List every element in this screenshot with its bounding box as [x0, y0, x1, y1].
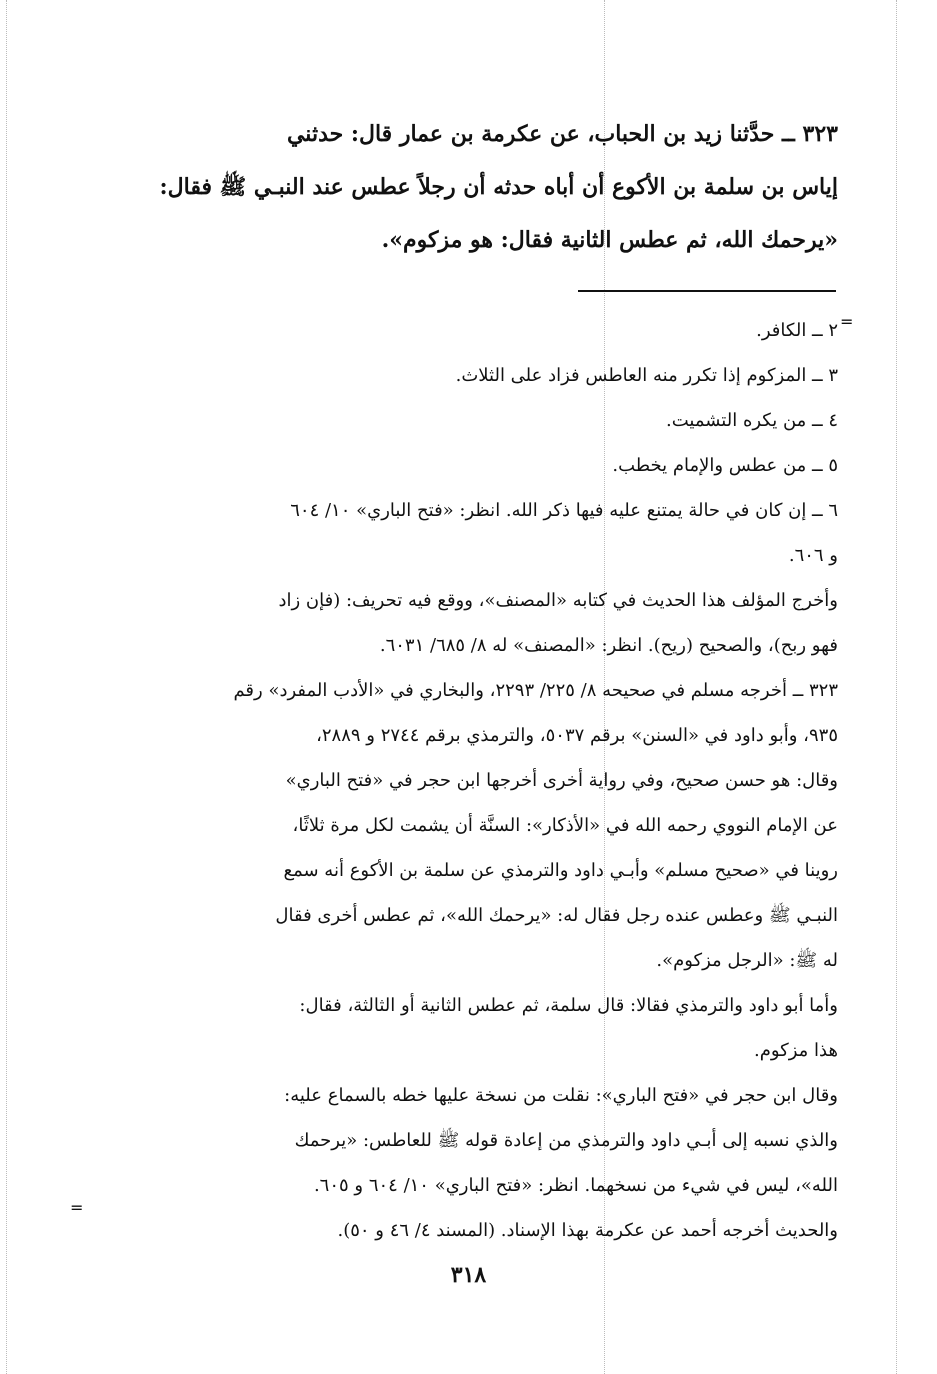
footnote-line: النبـي ﷺ وعطس عنده رجل فقال له: «يرحمك الله»، ثم عطس أخرى فقال [275, 905, 838, 926]
footnote-line: والذي نسبه إلى أبـي داود والترمذي من إعادة قوله ﷺ للعاطس: «يرحمك [294, 1130, 838, 1151]
footnote-line: ٣ ــ المزكوم إذا تكرر منه العاطس فزاد على الثلاث. [455, 365, 838, 386]
footnote-line: و ٦٠٦. [788, 545, 838, 566]
footnote-line: له ﷺ: «الرجل مزكوم». [656, 950, 838, 971]
footnote-separator [578, 290, 836, 292]
footnote-line: عن الإمام النووي رحمه الله في «الأذكار»: السنَّة أن يشمت لكل مرة ثلاثًا، [292, 815, 838, 836]
footnotes [82, 308, 838, 1253]
footnote-line: ٥ ــ من عطس والإمام يخطب. [612, 455, 838, 476]
footnote-line: ٤ ــ من يكره التشميت. [666, 410, 838, 431]
footnote-line: وأما أبو داود والترمذي فقالا: قال سلمة، ثم عطس الثانية أو الثالثة، فقال: [299, 995, 838, 1016]
main-text-line: ٣٢٣ ــ حدَّثنا زيد بن الحباب، عن عكرمة بن عمار قال: حدثني [286, 121, 838, 147]
main-text-line: «يرحمك الله، ثم عطس الثانية فقال: هو مزكوم». [381, 227, 838, 253]
page-number: ٣١٨ [450, 1262, 487, 1288]
footnote-line: روينا في «صحيح مسلم» وأبـي داود والترمذي عن سلمة بن الأكوع أنه سمع [283, 860, 838, 881]
continuation-marker: = [840, 312, 854, 331]
footnote-line: الله»، ليس في شيء من نسخهما. انظر: «فتح الباري» ١٠/ ٦٠٤ و ٦٠٥. [313, 1175, 838, 1196]
footnote-line: ٢ ــ الكافر. [756, 320, 838, 341]
footnote-line: والحديث أخرجه أحمد عن عكرمة بهذا الإسناد. (المسند ٤/ ٤٦ و ٥٠). [337, 1220, 838, 1241]
footnote-line: ٩٣٥، وأبو داود في «السنن» برقم ٥٠٣٧، والترمذي برقم ٢٧٤٤ و ٢٨٨٩، [316, 725, 838, 746]
footnote-line: وقال ابن حجر في «فتح الباري»: نقلت من نسخة عليها خطه بالسماع عليه: [284, 1085, 838, 1106]
footnote-line: ٣٢٣ ــ أخرجه مسلم في صحيحه ٨/ ٢٢٥/ ٢٢٩٣، والبخاري في «الأدب المفرد» رقم [233, 680, 838, 701]
scan-guide-line [896, 0, 897, 1374]
footnote-line: وقال: هو حسن صحيح، وفي رواية أخرى أخرجها ابن حجر في «فتح الباري» [285, 770, 838, 791]
hadith-main-text [82, 108, 838, 267]
footnote-line: فهو ربح)، والصحيح (ريح). انظر: «المصنف» له ٨/ ٦٨٥/ ٦٠٣١. [379, 635, 838, 656]
footnote-line: وأخرج المؤلف هذا الحديث في كتابه «المصنف»، ووقع فيه تحريف: (فإن زاد [278, 590, 838, 611]
scan-guide-line [6, 0, 7, 1374]
continuation-marker: = [70, 1198, 84, 1217]
footnote-line: ٦ ــ إن كان في حالة يمتنع عليه فيها ذكر الله. انظر: «فتح الباري» ١٠/ ٦٠٤ [290, 500, 838, 521]
main-text-line: إياس بن سلمة بن الأكوع أن أباه حدثه أن رجلاً عطس عند النبـي ﷺ فقال: [159, 174, 838, 200]
footnote-line: هذا مزكوم. [754, 1040, 838, 1061]
